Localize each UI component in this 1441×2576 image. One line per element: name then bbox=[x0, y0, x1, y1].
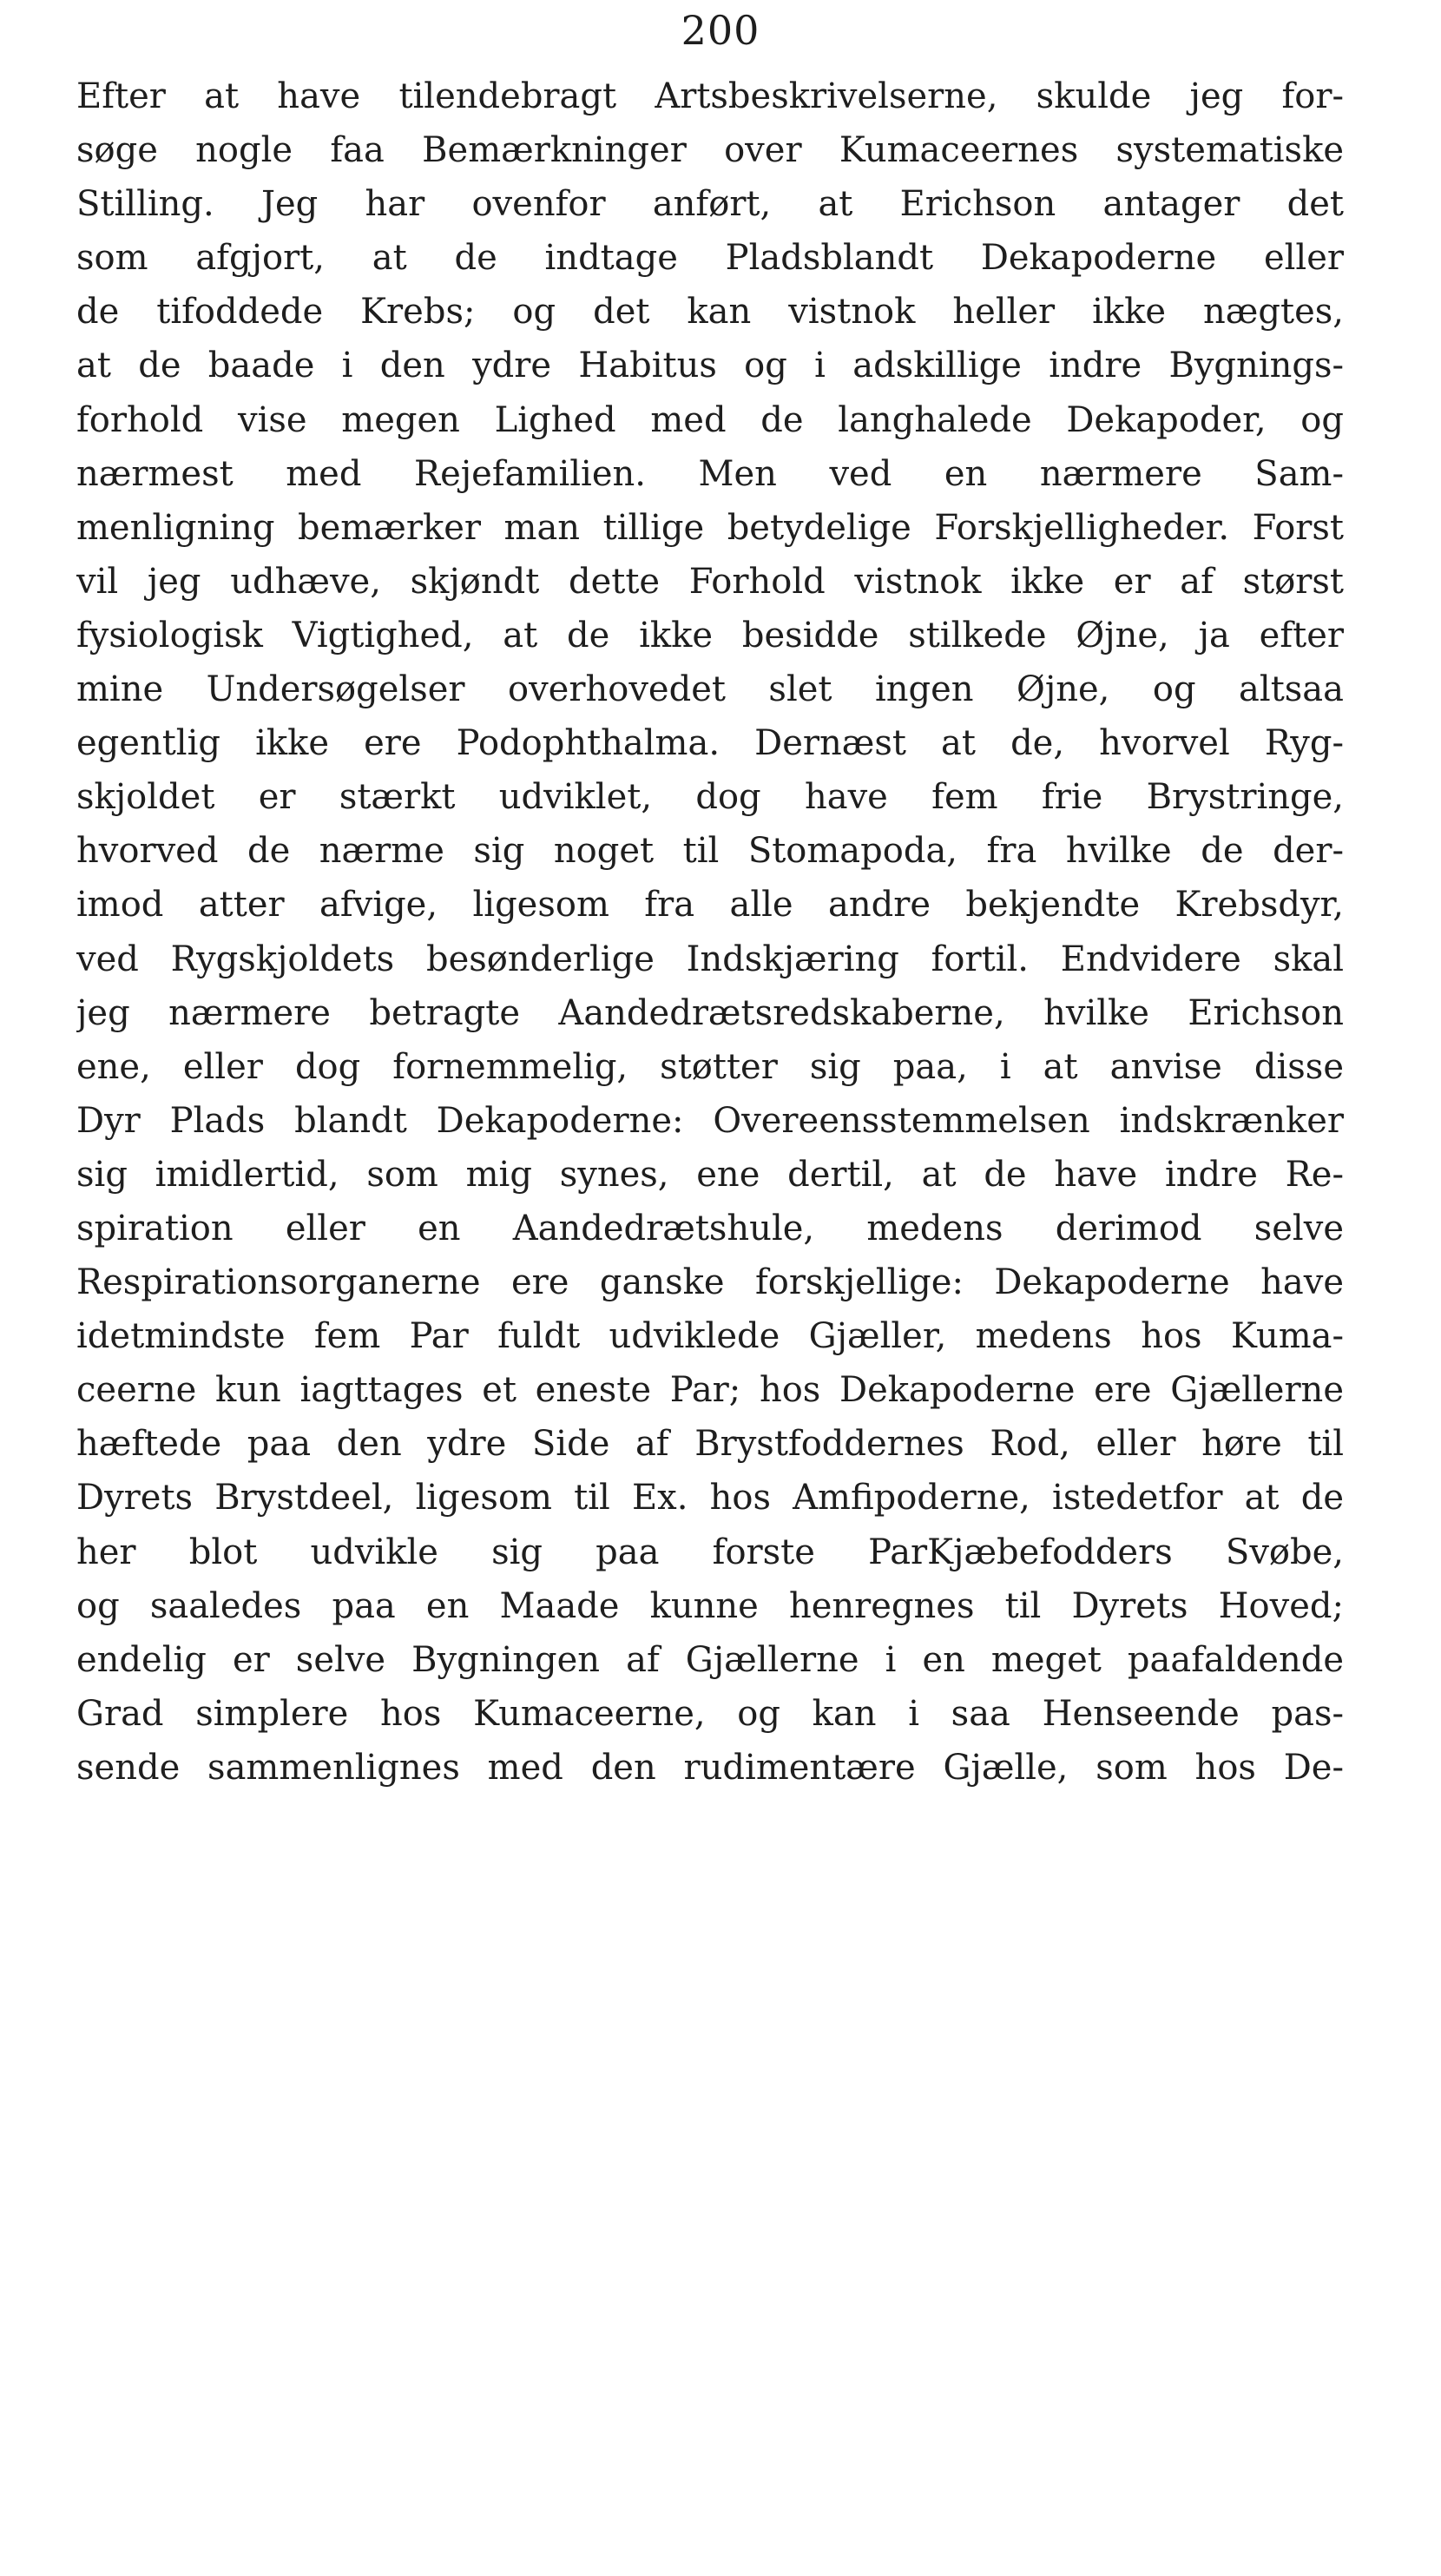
text-line: endelig er selve Bygningen af Gjællerne i en meget paafaldende bbox=[76, 1639, 1344, 1680]
text-line: menligning bemærker man tillige betydelige Forskjelligheder. Forst bbox=[76, 507, 1344, 548]
page-number: 200 bbox=[681, 7, 760, 54]
text-line: mine Undersøgelser overhovedet slet ingen Øjne, og altsaa bbox=[76, 669, 1344, 710]
text-line: Stilling. Jeg har ovenfor anført, at Erichson antager det bbox=[76, 184, 1344, 225]
text-line: vil jeg udhæve, skjøndt dette Forhold vistnok ikke er af størst bbox=[76, 561, 1344, 602]
text-line: ene, eller dog fornemmelig, støtter sig paa, i at anvise disse bbox=[76, 1046, 1344, 1087]
text-line: forhold vise megen Lighed med de langhalede Dekapoder, og bbox=[76, 399, 1344, 440]
text-line: som afgjort, at de indtage Pladsblandt Dekapoderne eller bbox=[76, 238, 1344, 279]
text-line: Dyr Plads blandt Dekapoderne: Overeensstemmelsen indskrænker bbox=[76, 1100, 1344, 1141]
text-line: idetmindste fem Par fuldt udviklede Gjæller, medens hos Kuma- bbox=[76, 1316, 1344, 1357]
text-line: hvorved de nærme sig noget til Stomapoda, fra hvilke de der- bbox=[76, 831, 1344, 872]
text-line: Grad simplere hos Kumaceerne, og kan i saa Henseende pas- bbox=[76, 1693, 1344, 1734]
body-text bbox=[76, 69, 1344, 1795]
text-line: de tifoddede Krebs; og det kan vistnok heller ikke nægtes, bbox=[76, 292, 1344, 333]
text-line: sende sammenlignes med den rudimentære Gjælle, som hos De- bbox=[76, 1747, 1344, 1788]
text-line: her blot udvikle sig paa forste ParKjæbefodders Svøbe, bbox=[76, 1532, 1344, 1572]
text-line: Efter at have tilendebragt Artsbeskrivelserne, skulde jeg for- bbox=[76, 76, 1344, 116]
text-line: ceerne kun iagttages et eneste Par; hos Dekapoderne ere Gjællerne bbox=[76, 1370, 1344, 1411]
text-line: ved Rygskjoldets besønderlige Indskjæring fortil. Endvidere skal bbox=[76, 939, 1344, 979]
text-line: jeg nærmere betragte Aandedrætsredskaberne, hvilke Erichson bbox=[76, 992, 1344, 1033]
text-line: nærmest med Rejefamilien. Men ved en nærmere Sam- bbox=[76, 453, 1344, 494]
text-line: egentlig ikke ere Podophthalma. Dernæst at de, hvorvel Ryg- bbox=[76, 723, 1344, 764]
text-line: Dyrets Brystdeel, ligesom til Ex. hos Amfipoderne, istedetfor at de bbox=[76, 1478, 1344, 1519]
text-line: Respirationsorganerne ere ganske forskjellige: Dekapoderne have bbox=[76, 1262, 1344, 1303]
text-line: søge nogle faa Bemærkninger over Kumaceernes systematiske bbox=[76, 130, 1344, 171]
text-line: hæftede paa den ydre Side af Brystfoddernes Rod, eller høre til bbox=[76, 1424, 1344, 1465]
text-line: at de baade i den ydre Habitus og i adskillige indre Bygnings- bbox=[76, 346, 1344, 386]
text-line: sig imidlertid, som mig synes, ene dertil, at de have indre Re- bbox=[76, 1154, 1344, 1195]
text-line: skjoldet er stærkt udviklet, dog have fem frie Brystringe, bbox=[76, 777, 1344, 818]
text-line: spiration eller en Aandedrætshule, medens derimod selve bbox=[76, 1208, 1344, 1248]
text-line: og saaledes paa en Maade kunne henregnes til Dyrets Hoved; bbox=[76, 1585, 1344, 1626]
text-line: imod atter afvige, ligesom fra alle andre bekjendte Krebsdyr, bbox=[76, 885, 1344, 926]
text-line: fysiologisk Vigtighed, at de ikke besidde stilkede Øjne, ja efter bbox=[76, 615, 1344, 656]
